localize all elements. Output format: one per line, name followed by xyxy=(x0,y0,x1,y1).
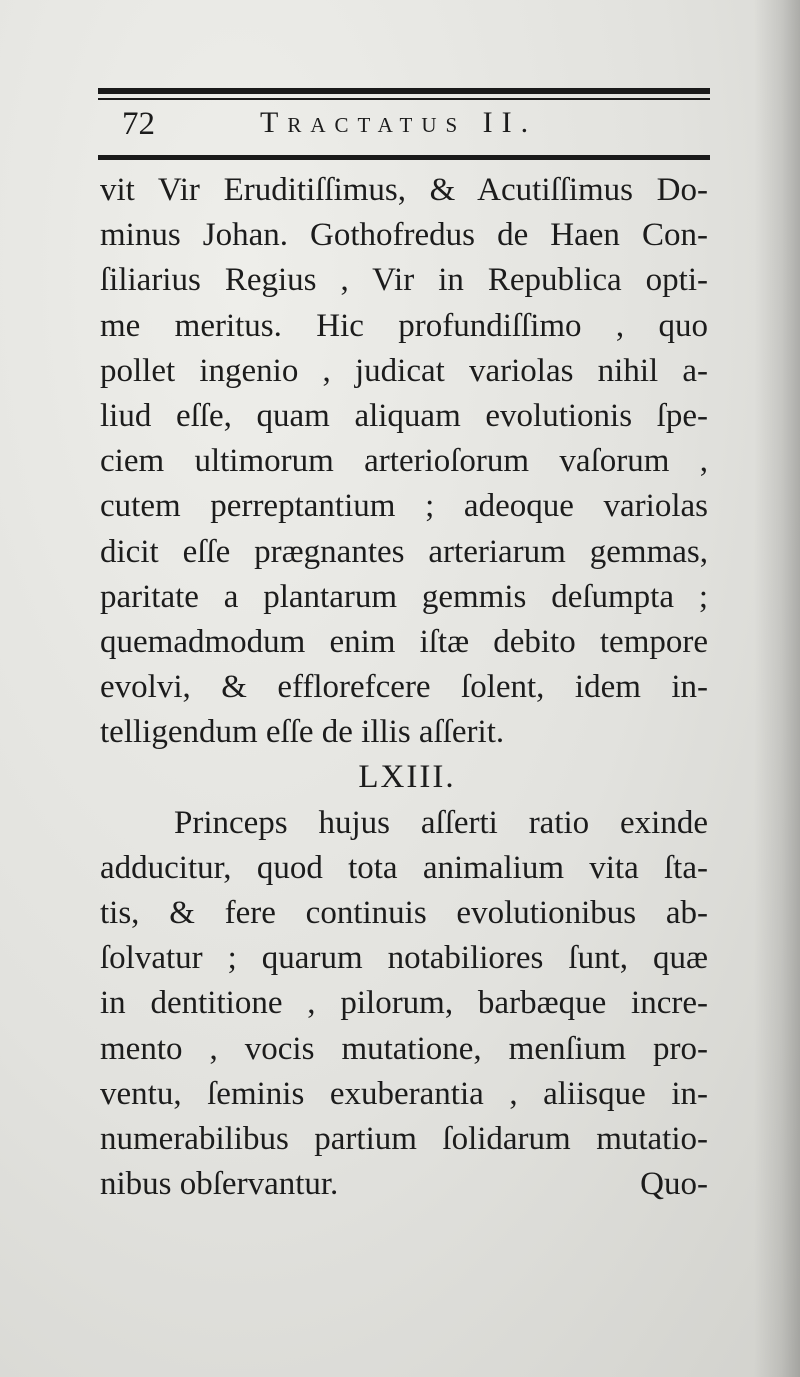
running-head: Tractatus II. xyxy=(260,106,538,139)
section-number: LXIII. xyxy=(358,759,456,796)
text-line: vit Vir Eruditiſſimus, & Acutiſſimus Do- xyxy=(100,172,708,208)
header-rule-top-thin xyxy=(98,98,710,100)
catchword: Quo- xyxy=(640,1166,708,1203)
text-line: ventu, ſeminis exuberantia , aliisque in- xyxy=(100,1075,708,1112)
page-edge-shadow xyxy=(754,0,800,1377)
text-line: liud eſſe, quam aliquam evolutionis ſpe- xyxy=(100,397,708,434)
text-line: numerabilibus partium ſolidarum mutatio- xyxy=(100,1120,708,1157)
text-line: nibus obſervantur. xyxy=(100,1166,339,1203)
text-line: paritate a plantarum gemmis deſumpta ; xyxy=(100,578,708,615)
page-header xyxy=(100,104,708,150)
header-rule-top xyxy=(98,88,710,94)
text-line: ciem ultimorum arterioſorum vaſorum , xyxy=(100,443,708,480)
text-line: ſolvatur ; quarum notabiliores ſunt, quæ xyxy=(100,940,708,977)
header-rule-bottom xyxy=(98,155,710,160)
text-line: mento , vocis mutatione, menſium pro- xyxy=(100,1030,708,1067)
text-line: minus Johan. Gothofredus de Haen Con- xyxy=(100,217,708,254)
text-line: ſiliarius Regius , Vir in Republica opti- xyxy=(100,262,708,299)
text-line: adducitur, quod tota animalium vita ſta- xyxy=(100,849,708,886)
text-line: evolvi, & efflorefcere ſolent, idem in- xyxy=(100,669,708,706)
text-line: dicit eſſe prægnantes arteriarum gemmas, xyxy=(100,533,708,570)
text-line: pollet ingenio , judicat variolas nihil a- xyxy=(100,352,708,389)
text-line: Princeps hujus aſſerti ratio exinde xyxy=(174,804,708,841)
page-number: 72 xyxy=(122,106,155,142)
text-line: cutem perreptantium ; adeoque variolas xyxy=(100,488,708,525)
text-line: quemadmodum enim iſtæ debito tempore xyxy=(100,623,708,660)
final-line xyxy=(100,1162,708,1207)
text-line: me meritus. Hic profundiſſimo , quo xyxy=(100,307,708,344)
body-text xyxy=(100,168,708,1207)
text-line: telligendum eſſe de illis aſſerit. xyxy=(100,714,505,751)
text-line: in dentitione , pilorum, barbæque incre- xyxy=(100,985,708,1022)
text-line: tis, & fere continuis evolutionibus ab- xyxy=(100,895,708,931)
